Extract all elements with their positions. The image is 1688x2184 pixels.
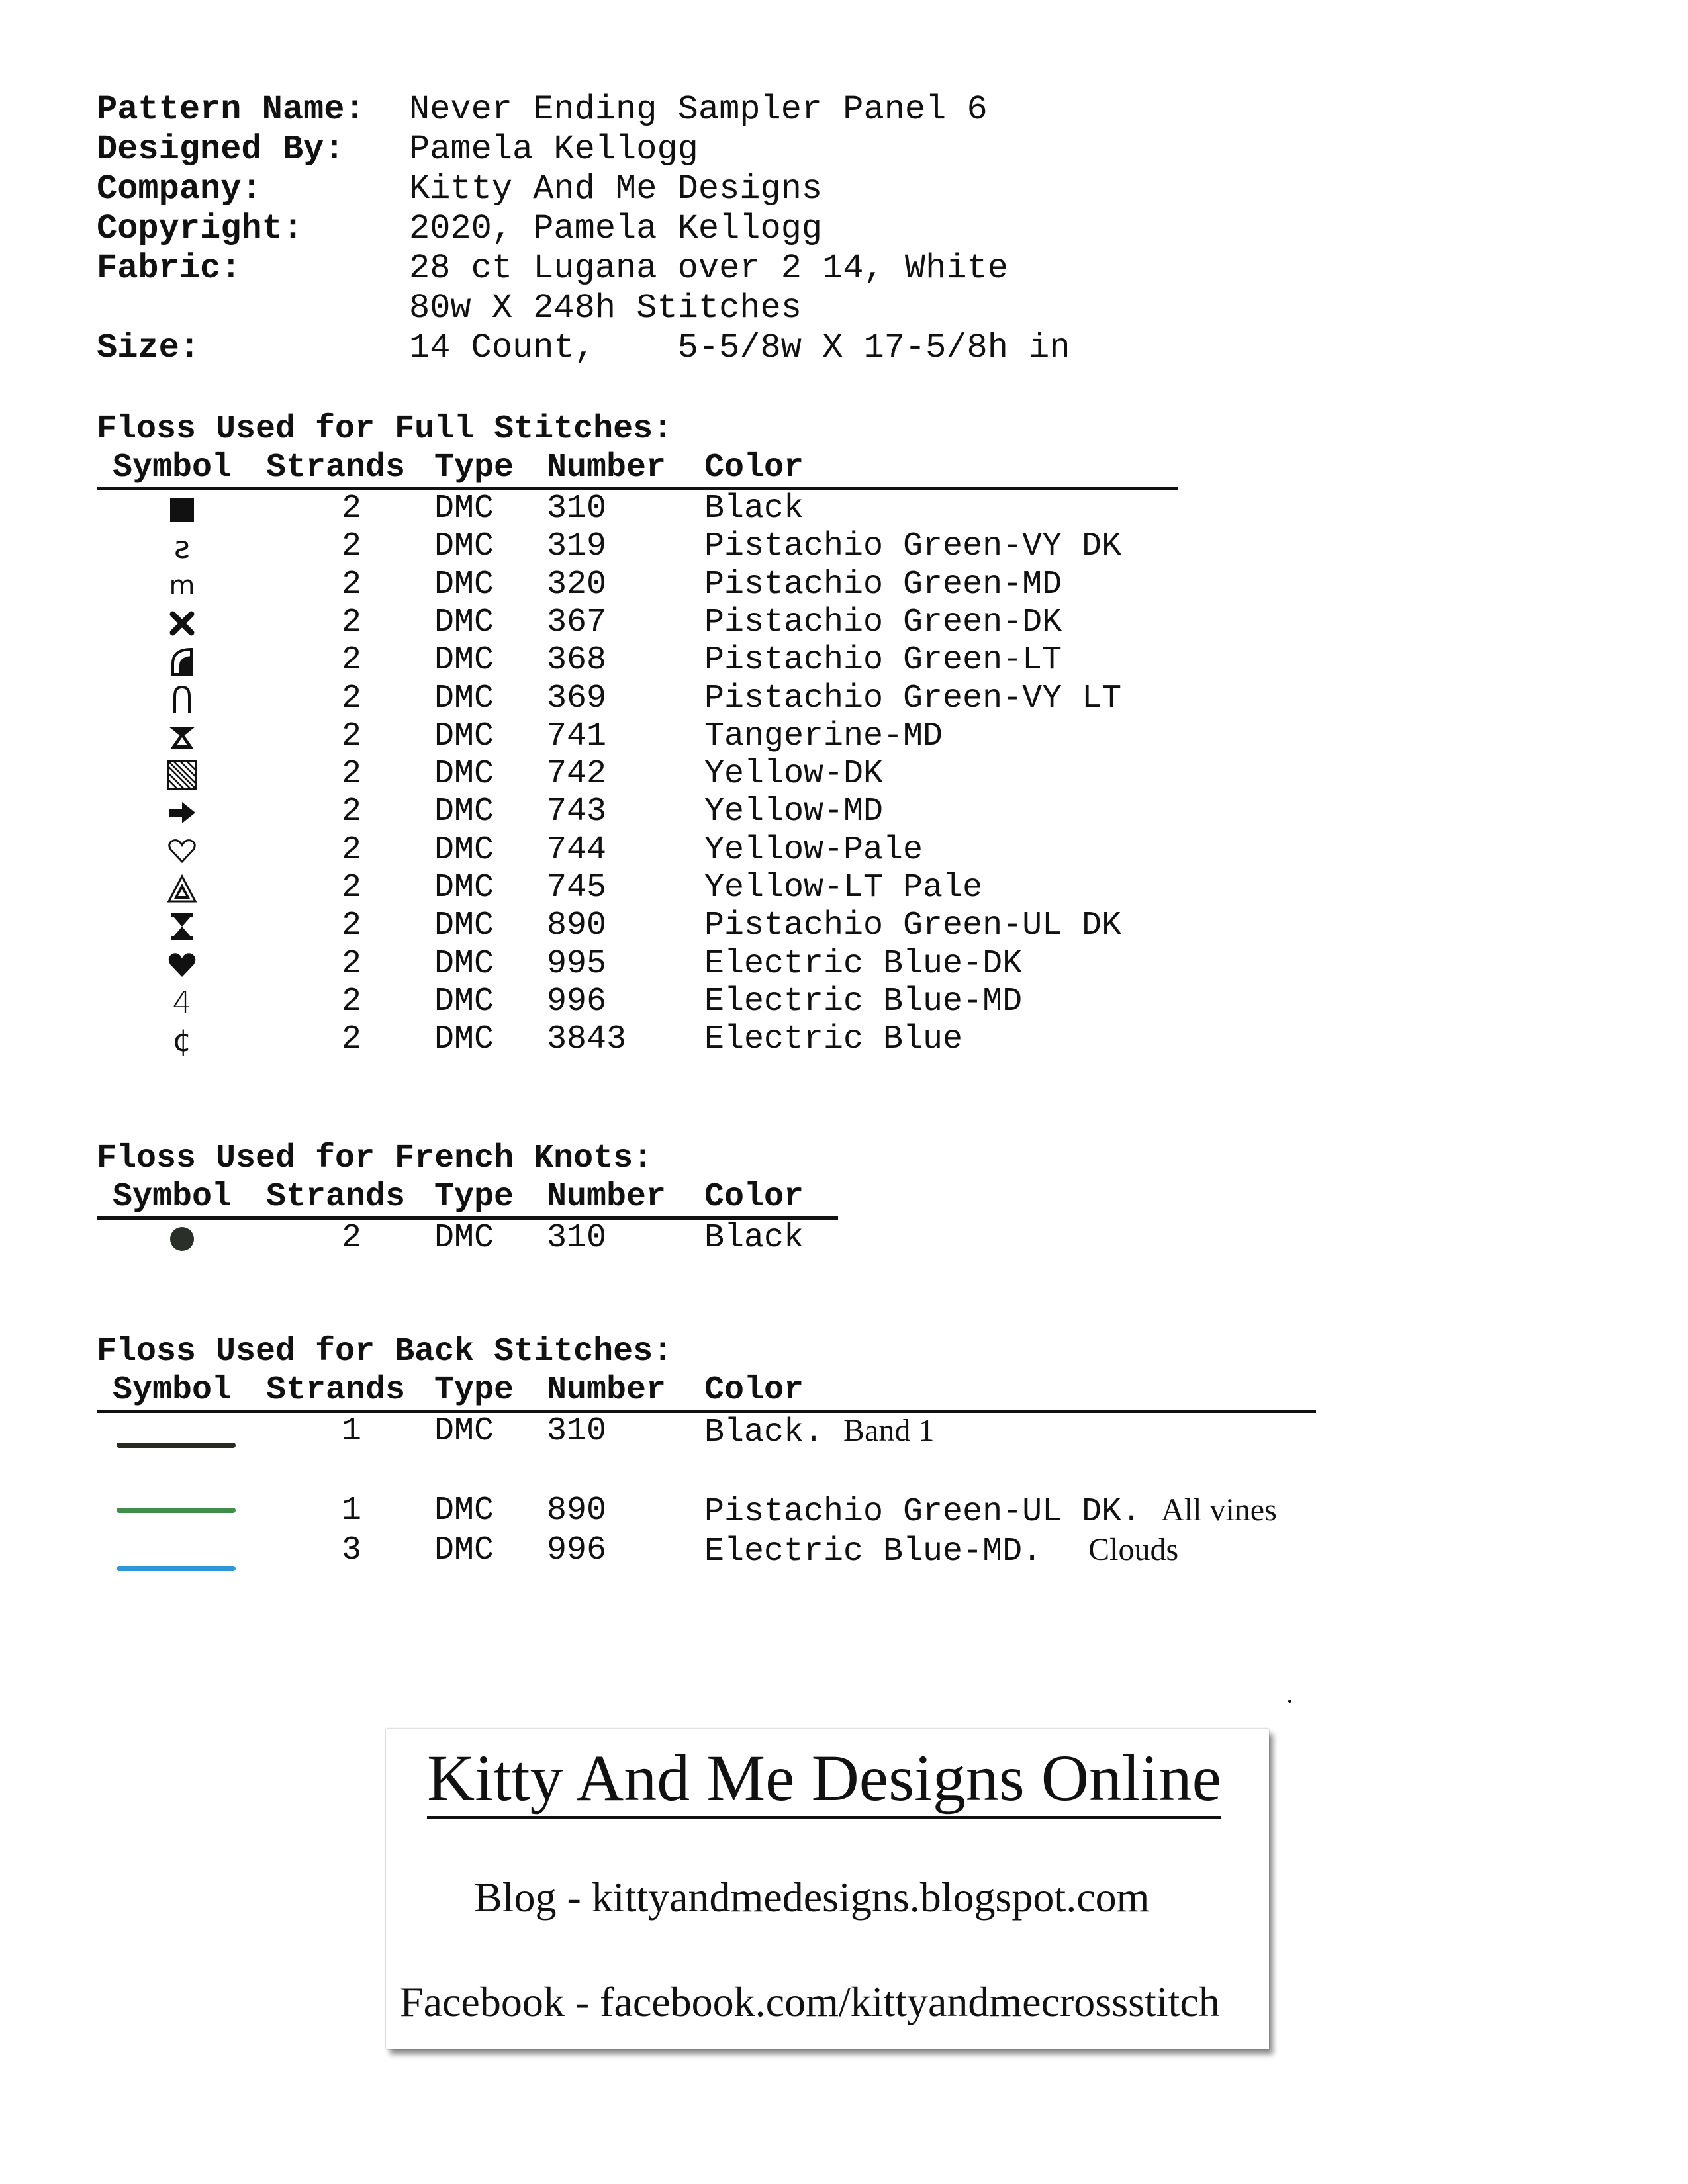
info-row-company bbox=[97, 169, 1070, 209]
blog-link[interactable]: Blog - kittyandmedesigns.blogspot.com bbox=[474, 1874, 1150, 1921]
col-color: Color bbox=[704, 1371, 804, 1409]
type: DMC bbox=[434, 1219, 494, 1257]
color: Electric Blue-DK bbox=[704, 944, 1023, 983]
color: Electric Blue-MD bbox=[704, 982, 1023, 1021]
color bbox=[704, 1412, 934, 1451]
backstitch-note: Clouds bbox=[1088, 1532, 1179, 1567]
back-stitch-row-2 bbox=[97, 1492, 1321, 1531]
hatched-square-icon bbox=[151, 755, 213, 795]
number: 995 bbox=[547, 944, 607, 983]
backstitch-line-swatch bbox=[117, 1443, 236, 1448]
col-type: Type bbox=[434, 1178, 514, 1216]
info-value: Never Ending Sampler Panel 6 bbox=[409, 90, 988, 129]
number: 742 bbox=[547, 755, 607, 794]
filled-square-icon bbox=[151, 490, 213, 529]
hourglass-icon bbox=[151, 907, 213, 946]
color: Black bbox=[704, 490, 804, 527]
number: 744 bbox=[547, 831, 607, 869]
strands: 2 bbox=[342, 793, 362, 831]
number: 310 bbox=[547, 490, 607, 527]
col-strands: Strands bbox=[266, 1178, 406, 1216]
backstitch-line-swatch bbox=[117, 1508, 236, 1513]
type: DMC bbox=[434, 907, 494, 945]
type: DMC bbox=[434, 641, 494, 680]
type: DMC bbox=[434, 793, 494, 831]
outline-heart-icon bbox=[151, 831, 213, 871]
color: Yellow-Pale bbox=[704, 831, 923, 869]
number: 996 bbox=[547, 982, 607, 1021]
info-value: Pamela Kellogg bbox=[409, 130, 698, 169]
type: DMC bbox=[434, 527, 494, 566]
info-label: Size: bbox=[97, 328, 201, 367]
full-stitches-header bbox=[97, 449, 1178, 490]
strands: 2 bbox=[342, 527, 362, 566]
strands: 2 bbox=[342, 869, 362, 907]
info-value: 2020, Pamela Kellogg bbox=[409, 209, 823, 248]
four-icon: 4 bbox=[172, 984, 192, 1021]
strands: 1 bbox=[342, 1492, 362, 1529]
info-label: Designed By: bbox=[97, 130, 345, 169]
back-stitches-title: Floss Used for Back Stitches: bbox=[97, 1333, 673, 1371]
color: Black bbox=[704, 1219, 804, 1257]
info-row-fabric bbox=[97, 249, 1070, 289]
backstitch-note: All vines bbox=[1161, 1492, 1277, 1527]
col-color: Color bbox=[704, 1178, 804, 1216]
info-value: 80w X 248h Stitches bbox=[409, 289, 802, 328]
backstitch-line-swatch bbox=[117, 1566, 236, 1571]
type: DMC bbox=[434, 755, 494, 794]
right-arrow-icon bbox=[151, 793, 213, 833]
s-curl-icon: ƨ bbox=[174, 529, 190, 566]
color: Pistachio Green-DK bbox=[704, 603, 1062, 641]
strands: 1 bbox=[342, 1412, 362, 1450]
col-number: Number bbox=[547, 449, 667, 486]
info-label: Copyright: bbox=[97, 209, 304, 248]
dot-icon bbox=[151, 1219, 213, 1259]
m-glyph-icon: m bbox=[169, 570, 195, 601]
type: DMC bbox=[434, 717, 494, 755]
number: 996 bbox=[547, 1531, 607, 1569]
info-row-designed-by bbox=[97, 130, 1070, 169]
type: DMC bbox=[434, 869, 494, 907]
info-row-pattern-name bbox=[97, 90, 1070, 130]
strands: 2 bbox=[342, 982, 362, 1021]
strands: 2 bbox=[342, 944, 362, 983]
type: DMC bbox=[434, 1492, 494, 1529]
color: Pistachio Green-VY LT bbox=[704, 679, 1122, 717]
number: 890 bbox=[547, 907, 607, 945]
color: Tangerine-MD bbox=[704, 717, 943, 755]
col-color: Color bbox=[704, 449, 804, 486]
info-label: Fabric: bbox=[97, 249, 242, 288]
quarter-arc-icon bbox=[151, 641, 213, 681]
stray-dot bbox=[1288, 1700, 1291, 1703]
number: 310 bbox=[547, 1412, 607, 1450]
triangle-stack-icon bbox=[151, 717, 213, 757]
back-stitch-row-3 bbox=[97, 1531, 1321, 1571]
strands: 2 bbox=[342, 1021, 362, 1059]
strands: 2 bbox=[342, 603, 362, 641]
col-strands: Strands bbox=[266, 449, 406, 486]
col-number: Number bbox=[547, 1178, 667, 1216]
number: 319 bbox=[547, 527, 607, 566]
color: Electric Blue bbox=[704, 1021, 963, 1059]
color-name: Black. bbox=[704, 1414, 824, 1451]
info-value: Kitty And Me Designs bbox=[409, 169, 823, 208]
full-stitches-title: Floss Used for Full Stitches: bbox=[97, 410, 673, 448]
number: 310 bbox=[547, 1219, 607, 1257]
strands: 2 bbox=[342, 565, 362, 604]
color: Yellow-MD bbox=[704, 793, 884, 831]
card-title: Kitty And Me Designs Online bbox=[427, 1742, 1221, 1819]
backstitch-note: Band 1 bbox=[843, 1413, 935, 1448]
info-value: 28 ct Lugana over 2 14, White bbox=[409, 249, 1008, 288]
col-type: Type bbox=[434, 449, 514, 486]
strands: 2 bbox=[342, 907, 362, 945]
number: 367 bbox=[547, 603, 607, 641]
number: 745 bbox=[547, 869, 607, 907]
number: 890 bbox=[547, 1492, 607, 1529]
color bbox=[704, 1531, 1178, 1570]
color: Yellow-LT Pale bbox=[704, 869, 983, 907]
type: DMC bbox=[434, 490, 494, 527]
col-type: Type bbox=[434, 1371, 514, 1409]
type: DMC bbox=[434, 982, 494, 1021]
col-number: Number bbox=[547, 1371, 667, 1409]
color bbox=[704, 1492, 1277, 1531]
pattern-info bbox=[97, 90, 1070, 368]
french-knots-title: Floss Used for French Knots: bbox=[97, 1140, 653, 1177]
info-label bbox=[97, 289, 409, 328]
online-links-card bbox=[386, 1729, 1269, 2049]
filled-heart-icon bbox=[151, 945, 213, 985]
strands: 2 bbox=[342, 641, 362, 680]
type: DMC bbox=[434, 679, 494, 717]
strands: 3 bbox=[342, 1531, 362, 1569]
info-row-copyright bbox=[97, 209, 1070, 249]
type: DMC bbox=[434, 831, 494, 869]
color: Pistachio Green-MD bbox=[704, 565, 1062, 604]
type: DMC bbox=[434, 1531, 494, 1569]
type: DMC bbox=[434, 565, 494, 604]
strands: 2 bbox=[342, 1219, 362, 1257]
number: 368 bbox=[547, 641, 607, 680]
strands: 2 bbox=[342, 755, 362, 794]
strands: 2 bbox=[342, 717, 362, 755]
info-label: Pattern Name: bbox=[97, 90, 365, 129]
color: Pistachio Green-VY DK bbox=[704, 527, 1122, 566]
strands: 2 bbox=[342, 490, 362, 527]
cent-icon: ¢ bbox=[172, 1023, 192, 1059]
col-symbol: Symbol bbox=[113, 449, 232, 486]
type: DMC bbox=[434, 1412, 494, 1450]
info-label: Company: bbox=[97, 169, 262, 208]
number: 3843 bbox=[547, 1021, 627, 1059]
col-strands: Strands bbox=[266, 1371, 406, 1409]
number: 741 bbox=[547, 717, 607, 755]
color: Pistachio Green-LT bbox=[704, 641, 1062, 680]
arch-icon bbox=[151, 680, 213, 719]
col-symbol: Symbol bbox=[113, 1178, 232, 1216]
type: DMC bbox=[434, 603, 494, 641]
info-value: 14 Count, 5-5/8w X 17-5/8h in bbox=[409, 328, 1070, 367]
number: 320 bbox=[547, 565, 607, 604]
strands: 2 bbox=[342, 831, 362, 869]
heavy-x-icon bbox=[151, 604, 213, 643]
info-row-stitches bbox=[97, 289, 1070, 328]
french-knots-header bbox=[97, 1178, 838, 1220]
color: Pistachio Green-UL DK bbox=[704, 907, 1122, 945]
color-name: Electric Blue-MD. bbox=[704, 1533, 1043, 1570]
color-name: Pistachio Green-UL DK. bbox=[704, 1493, 1142, 1531]
strands: 2 bbox=[342, 679, 362, 717]
number: 369 bbox=[547, 679, 607, 717]
nested-triangle-icon bbox=[151, 869, 213, 909]
back-stitches-header bbox=[97, 1371, 1316, 1413]
type: DMC bbox=[434, 1021, 494, 1059]
color: Yellow-DK bbox=[704, 755, 884, 794]
col-symbol: Symbol bbox=[113, 1371, 232, 1409]
number: 743 bbox=[547, 793, 607, 831]
back-stitch-row-1 bbox=[97, 1412, 1321, 1452]
info-row-size bbox=[97, 328, 1070, 368]
type: DMC bbox=[434, 944, 494, 983]
facebook-link[interactable]: Facebook - facebook.com/kittyandmecrossstitch bbox=[400, 1978, 1220, 2025]
